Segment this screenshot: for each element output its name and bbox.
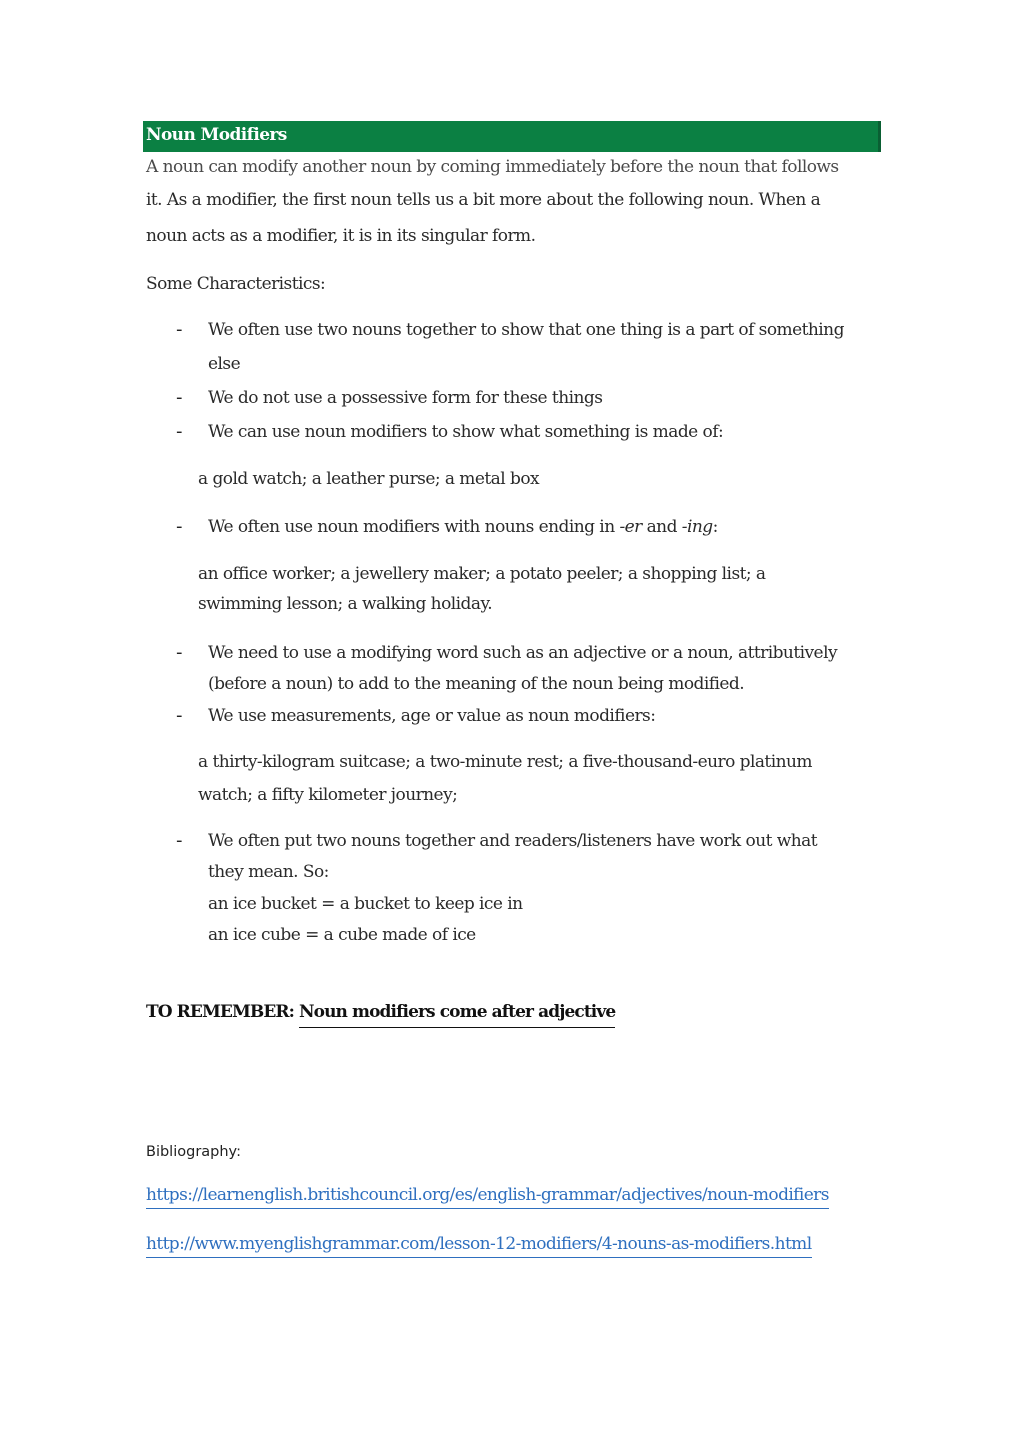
bullet-2: We do not use a possessive form for these things (208, 388, 603, 408)
bullet-4-text: We often use noun modifiers with nouns ending in (208, 517, 620, 537)
section-title: Noun Modifiers (146, 125, 287, 145)
remember-note (146, 1002, 615, 1028)
example-2-line-2: swimming lesson; a walking holiday. (198, 594, 493, 614)
characteristics-heading: Some Characteristics: (146, 274, 326, 294)
example-2-line-1: an office worker; a jewellery maker; a potato peeler; a shopping list; a (198, 564, 766, 584)
example-3-line-2: watch; a fifty kilometer journey; (198, 785, 458, 805)
bullet-3: We can use noun modifiers to show what something is made of: (208, 422, 724, 442)
bullet-dash: - (176, 642, 183, 663)
example-3-line-1: a thirty-kilogram suitcase; a two-minute rest; a five-thousand-euro platinum (198, 752, 812, 772)
bullet-5-line-2: (before a noun) to add to the meaning of the noun being modified. (208, 674, 745, 694)
remember-text: Noun modifiers come after adjective (299, 1002, 615, 1028)
suffix-er: -er (619, 517, 642, 537)
bullet-dash: - (176, 387, 183, 408)
bullet-6: We use measurements, age or value as noun modifiers: (208, 706, 656, 726)
bullet-dash: - (176, 516, 183, 537)
bibliography-link-1[interactable]: https://learnenglish.britishcouncil.org/es/english-grammar/adjectives/noun-modifiers (146, 1185, 829, 1209)
intro-line-3: noun acts as a modifier, it is in its singular form. (146, 226, 536, 246)
bullet-4 (208, 517, 718, 537)
section-title-bar (143, 121, 881, 152)
bullet-1-line-2: else (208, 354, 241, 374)
bullet-4-colon: : (712, 517, 718, 537)
bullet-dash: - (176, 319, 183, 340)
example-1: a gold watch; a leather purse; a metal box (198, 469, 540, 489)
bibliography-link-2[interactable]: http://www.myenglishgrammar.com/lesson-12-modifiers/4-nouns-as-modifiers.html (146, 1234, 812, 1258)
bullet-7-line-3: an ice bucket = a bucket to keep ice in (208, 894, 523, 914)
bullet-7-line-2: they mean. So: (208, 862, 329, 882)
suffix-ing: -ing (681, 517, 713, 537)
bullet-dash: - (176, 705, 183, 726)
intro-line-2: it. As a modifier, the first noun tells us a bit more about the following noun. When a (146, 190, 821, 210)
bullet-5-line-1: We need to use a modifying word such as an adjective or a noun, attributively (208, 643, 838, 663)
bullet-7-line-1: We often put two nouns together and readers/listeners have work out what (208, 831, 818, 851)
remember-label: TO REMEMBER: (146, 1002, 300, 1022)
bullet-4-and: and (641, 517, 682, 537)
bullet-7-line-4: an ice cube = a cube made of ice (208, 925, 476, 945)
bibliography-heading: Bibliography: (146, 1144, 241, 1160)
bullet-dash: - (176, 830, 183, 851)
intro-line-1: A noun can modify another noun by coming immediately before the noun that follows (146, 157, 839, 177)
bullet-dash: - (176, 421, 183, 442)
bullet-1-line-1: We often use two nouns together to show that one thing is a part of something (208, 320, 844, 340)
